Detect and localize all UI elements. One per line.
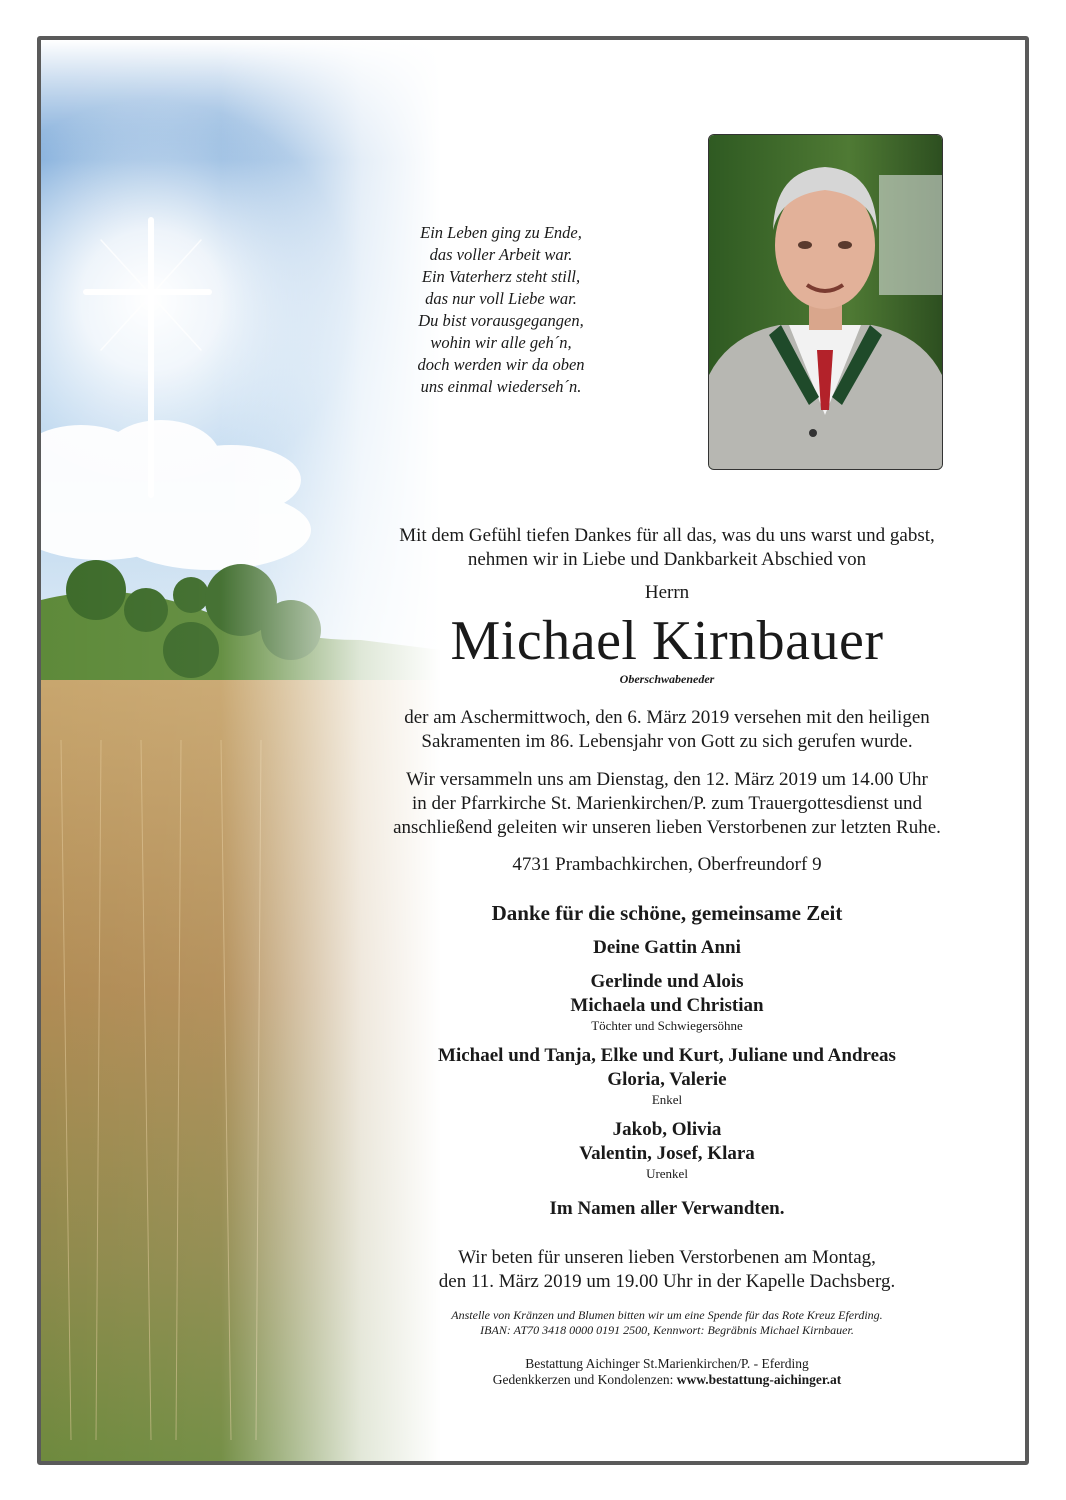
death-line: der am Aschermittwoch, den 6. März 2019 versehen mit den heiligen [404,707,930,728]
prayer-line: Wir beten für unseren lieben Verstorbenen am Montag, [458,1247,876,1268]
family-names: Michaela und Christian [570,995,764,1016]
obituary-card [37,36,1029,1465]
family-names: Gloria, Valerie [607,1069,727,1090]
family-names: Michael und Tanja, Elke und Kurt, Juliane und Andreas [438,1045,896,1066]
prayer-line: den 11. März 2019 um 19.00 Uhr in der Kapelle Dachsberg. [438,1271,896,1292]
death-line: Sakramenten im 86. Lebensjahr von Gott zu sich gerufen wurde. [421,731,913,752]
thanks-heading: Danke für die schöne, gemeinsame Zeit [491,901,843,925]
poem-line: Du bist vorausgegangen, [418,311,584,330]
family-names: Gerlinde und Alois [590,971,744,992]
donation-note [347,1308,987,1338]
service-line: anschließend geleiten wir unseren lieben Verstorbenen zur letzten Ruhe. [393,817,941,838]
family-names: Deine Gattin Anni [593,937,741,958]
poem-line: das voller Arbeit war. [429,245,573,264]
funeral-home: Bestattung Aichinger St.Marienkirchen/P. - Eferding [525,1356,809,1371]
family-relation: Enkel [651,1092,683,1107]
family-group-grandchildren [347,1044,987,1108]
family-names: Jakob, Olivia [612,1119,722,1140]
salutation: Herrn [644,582,690,603]
donation-line: Anstelle von Kränzen und Blumen bitten wir um eine Spende für das Rote Kreuz Eferding. [451,1308,883,1322]
family-relation: Urenkel [646,1166,688,1181]
intro-text [347,524,987,572]
intro-line: nehmen wir in Liebe und Dankbarkeit Abschied von [467,549,867,570]
poem-line: doch werden wir da oben [417,355,585,374]
family-group-great-grandchildren [347,1118,987,1182]
service-line: in der Pfarrkirche St. Marienkirchen/P. zum Trauergottesdienst und [412,793,922,814]
address: 4731 Prambachkirchen, Oberfreundorf 9 [512,854,822,875]
deceased-name: Michael Kirnbauer [450,610,884,672]
poem-line: Ein Leben ging zu Ende, [420,223,582,242]
donation-line: IBAN: AT70 3418 0000 0191 2500, Kennwort: Begräbnis Michael Kirnbauer. [480,1323,854,1337]
poem-line: das nur voll Liebe war. [425,289,577,308]
family-relation: Töchter und Schwiegersöhne [591,1018,743,1033]
poem-line: Ein Vaterherz steht still, [421,267,581,286]
family-group-spouse [347,936,987,960]
closing-line: Im Namen aller Verwandten. [549,1198,785,1219]
family-group-daughters [347,970,987,1034]
footer [347,1356,987,1388]
intro-line: Mit dem Gefühl tiefen Dankes für all das, was du uns warst und gabst, [399,525,935,546]
obituary-text [347,524,987,1388]
death-text [347,706,987,754]
condolence-label: Gedenkkerzen und Kondolenzen: [492,1372,677,1387]
house-name: Oberschwabeneder [619,672,715,686]
portrait-photo [708,134,943,470]
prayer-text [347,1246,987,1294]
poem-line: uns einmal wiederseh´n. [420,377,582,396]
poem [341,222,661,398]
footer-condolence-line [347,1372,987,1388]
service-text [347,768,987,840]
website-link[interactable]: www.bestattung-aichinger.at [676,1372,842,1387]
poem-line: wohin wir alle geh´n, [430,333,572,352]
family-names: Valentin, Josef, Klara [579,1143,755,1164]
service-line: Wir versammeln uns am Dienstag, den 12. März 2019 um 14.00 Uhr [406,769,928,790]
